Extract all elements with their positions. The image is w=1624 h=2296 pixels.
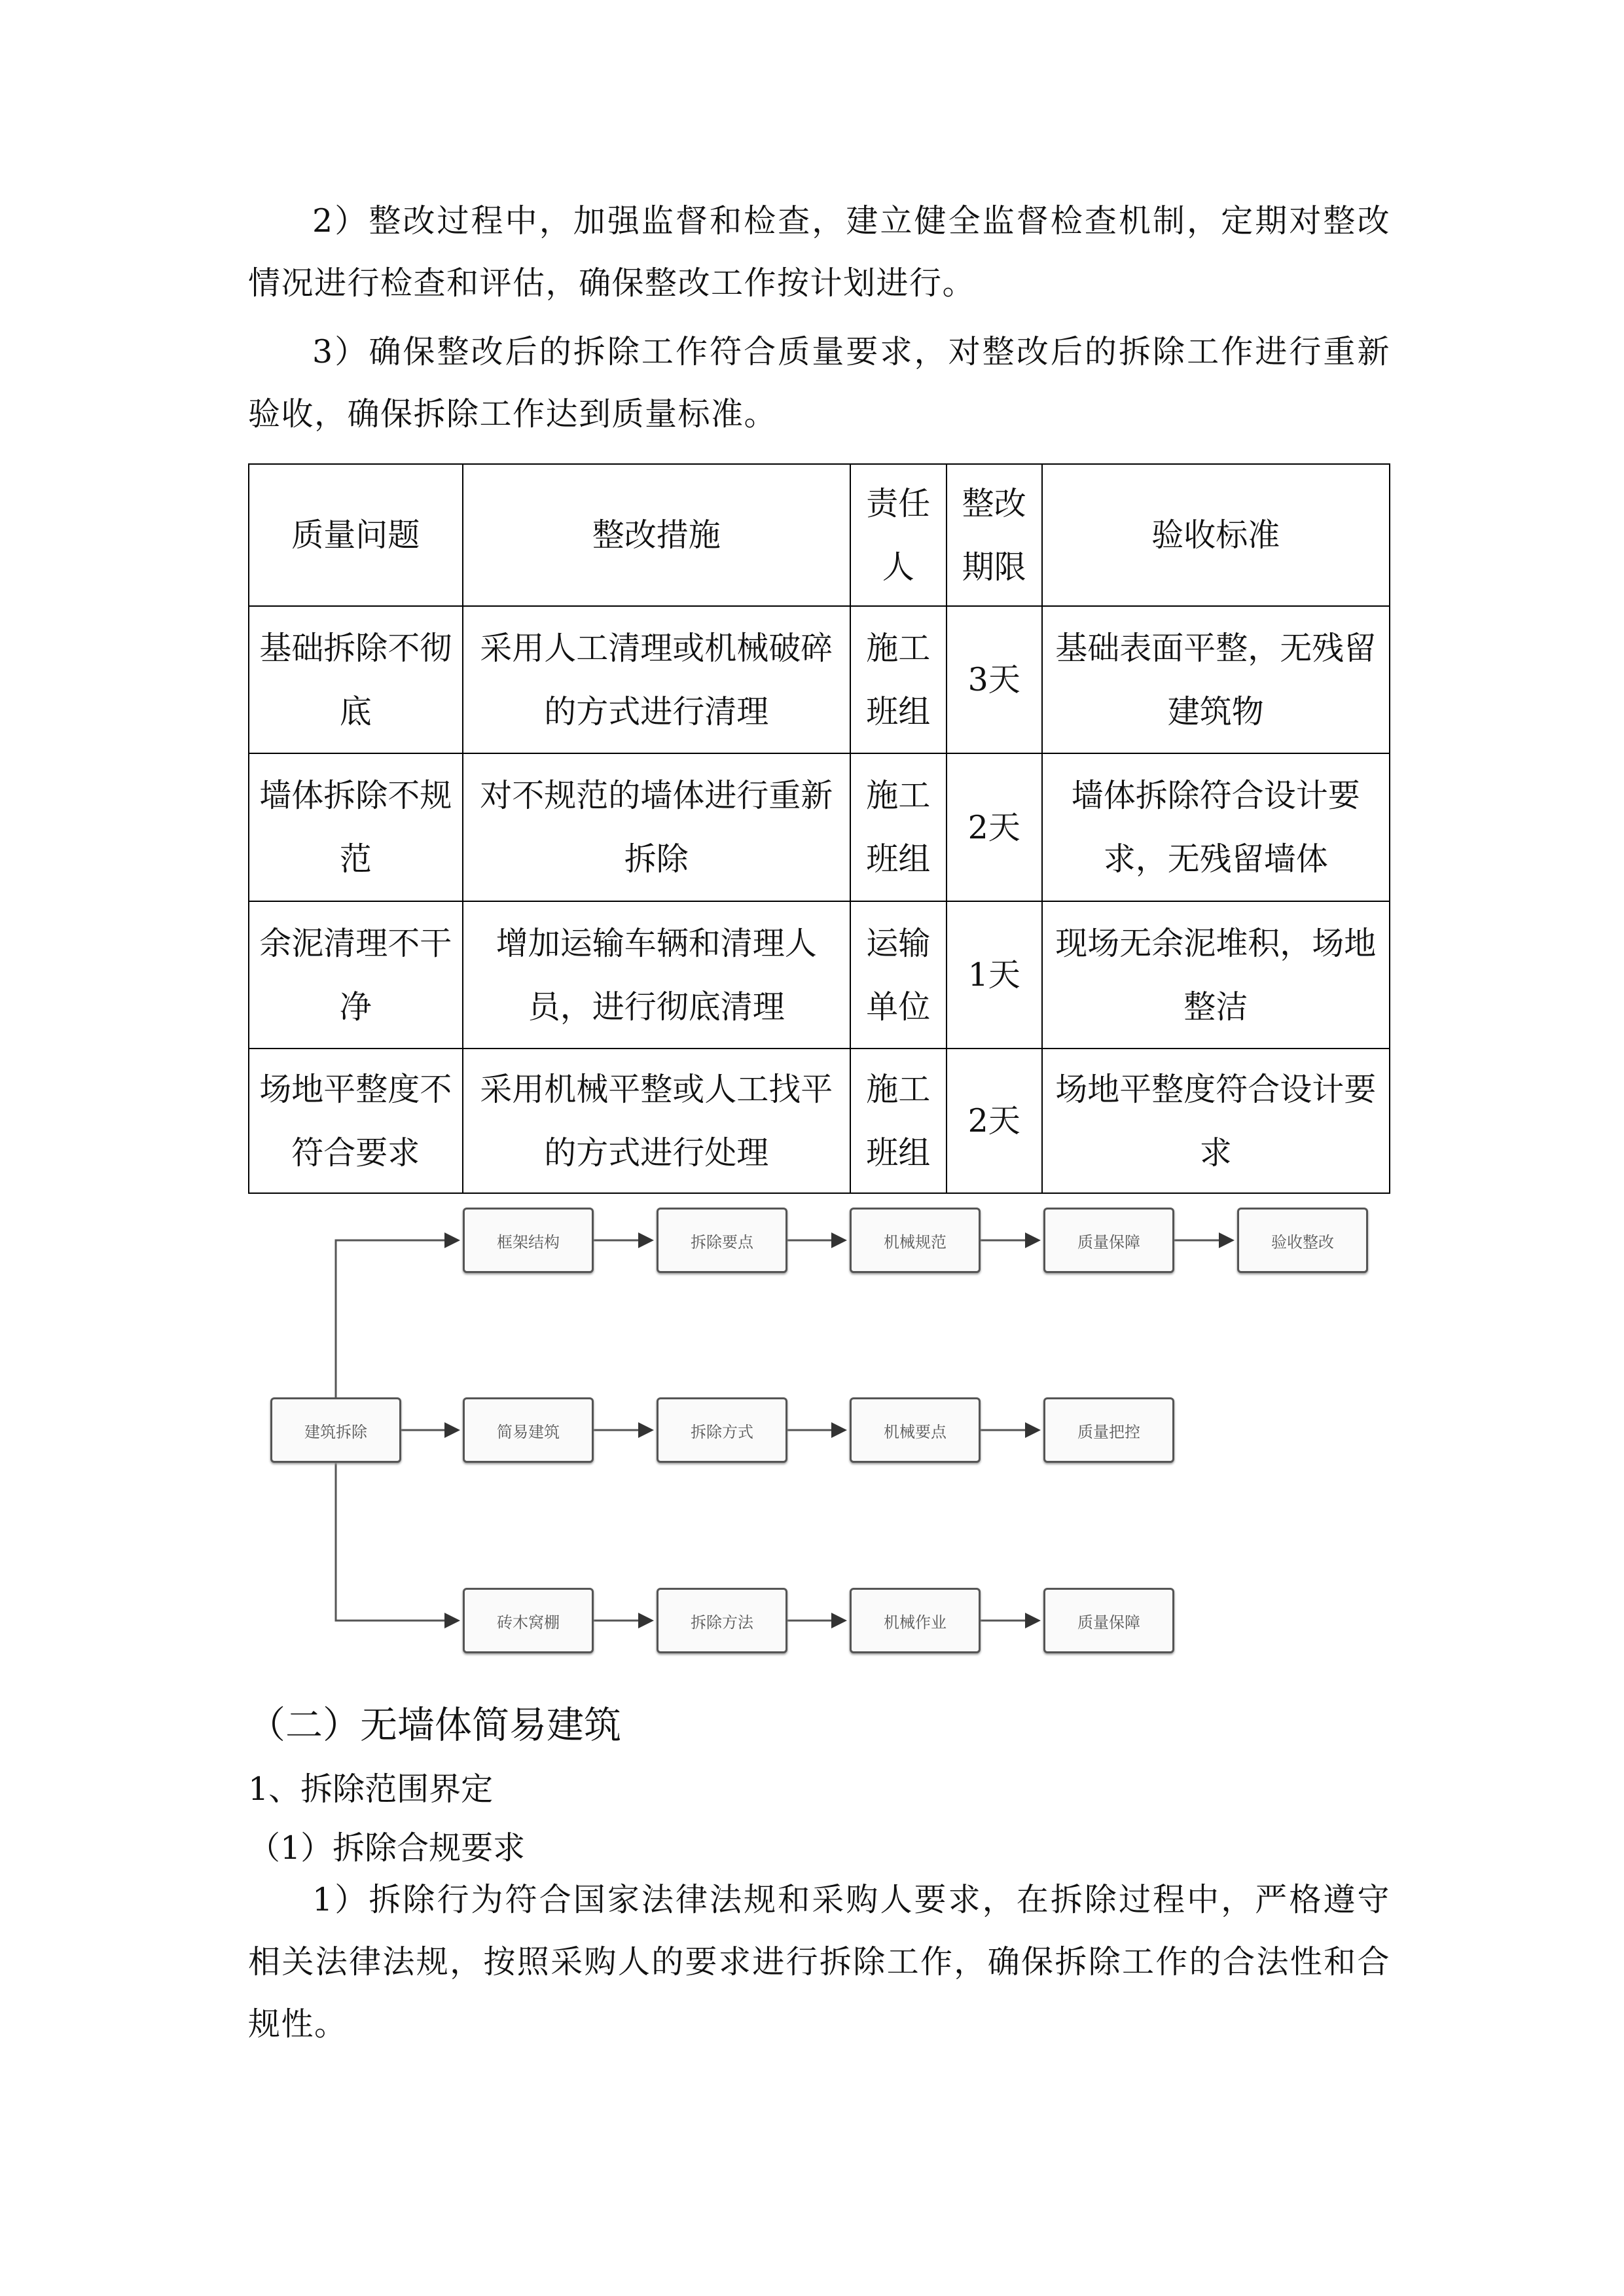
flowchart-node: 建筑拆除 xyxy=(270,1397,401,1463)
table-cell: 墙体拆除符合设计要求，无残留墙体 xyxy=(1042,753,1390,901)
table-cell: 采用机械平整或人工找平的方式进行处理 xyxy=(463,1049,850,1193)
table-cell: 墙体拆除不规范 xyxy=(249,753,463,901)
table-header-cell: 验收标准 xyxy=(1042,464,1390,606)
table-cell: 增加运输车辆和清理人员，进行彻底清理 xyxy=(463,901,850,1049)
table-cell: 场地平整度不符合要求 xyxy=(249,1049,463,1193)
table-cell: 余泥清理不干净 xyxy=(249,901,463,1049)
paragraph: 1）拆除行为符合国家法律法规和采购人要求，在拆除过程中，严格遵守相关法律法规，按照采购人的要求进行拆除工作，确保拆除工作的合法性和合规性。 xyxy=(248,1881,1390,2043)
table-cell: 基础表面平整，无残留建筑物 xyxy=(1042,606,1390,753)
subheading: 1、拆除范围界定 xyxy=(248,1770,494,1808)
paragraph: 3）确保整改后的拆除工作符合质量要求，对整改后的拆除工作进行重新验收，确保拆除工作达到质量标准。 xyxy=(248,333,1390,433)
paragraph: 2）整改过程中，加强监督和检查，建立健全监督检查机制，定期对整改情况进行检查和评估，确保整改工作按计划进行。 xyxy=(248,202,1390,302)
flowchart-node: 质量保障 xyxy=(1043,1588,1174,1653)
section-title: （二）无墙体简易建筑 xyxy=(248,1704,621,1747)
flowchart-node: 拆除方式 xyxy=(657,1397,787,1463)
table-header-cell: 整改措施 xyxy=(463,464,850,606)
table-cell: 基础拆除不彻底 xyxy=(249,606,463,753)
table-header-cell: 整改期限 xyxy=(947,464,1042,606)
flowchart-node: 质量把控 xyxy=(1043,1397,1174,1463)
table-cell: 2天 xyxy=(947,1049,1042,1193)
flowchart-node: 砖木窝棚 xyxy=(463,1588,594,1653)
flowchart-node: 拆除方法 xyxy=(657,1588,787,1653)
table-cell: 施工班组 xyxy=(850,606,947,753)
flowchart-node: 机械规范 xyxy=(850,1208,981,1273)
flowchart-node: 机械要点 xyxy=(850,1397,981,1463)
table-header-cell: 质量问题 xyxy=(249,464,463,606)
flowchart-node: 拆除要点 xyxy=(657,1208,787,1273)
table-cell: 运输单位 xyxy=(850,901,947,1049)
table-cell: 现场无余泥堆积，场地整洁 xyxy=(1042,901,1390,1049)
table-cell: 施工班组 xyxy=(850,753,947,901)
flowchart-node: 验收整改 xyxy=(1237,1208,1368,1273)
subheading: （1）拆除合规要求 xyxy=(248,1829,526,1867)
flowchart-node: 简易建筑 xyxy=(463,1397,594,1463)
table-cell: 采用人工清理或机械破碎的方式进行清理 xyxy=(463,606,850,753)
table-cell: 2天 xyxy=(947,753,1042,901)
table-cell: 1天 xyxy=(947,901,1042,1049)
table-cell: 3天 xyxy=(947,606,1042,753)
flowchart-node: 框架结构 xyxy=(463,1208,594,1273)
table-cell: 施工班组 xyxy=(850,1049,947,1193)
flowchart-node: 质量保障 xyxy=(1043,1208,1174,1273)
table-cell: 对不规范的墙体进行重新拆除 xyxy=(463,753,850,901)
flowchart-node: 机械作业 xyxy=(850,1588,981,1653)
table-header-cell: 责任人 xyxy=(850,464,947,606)
table-cell: 场地平整度符合设计要求 xyxy=(1042,1049,1390,1193)
